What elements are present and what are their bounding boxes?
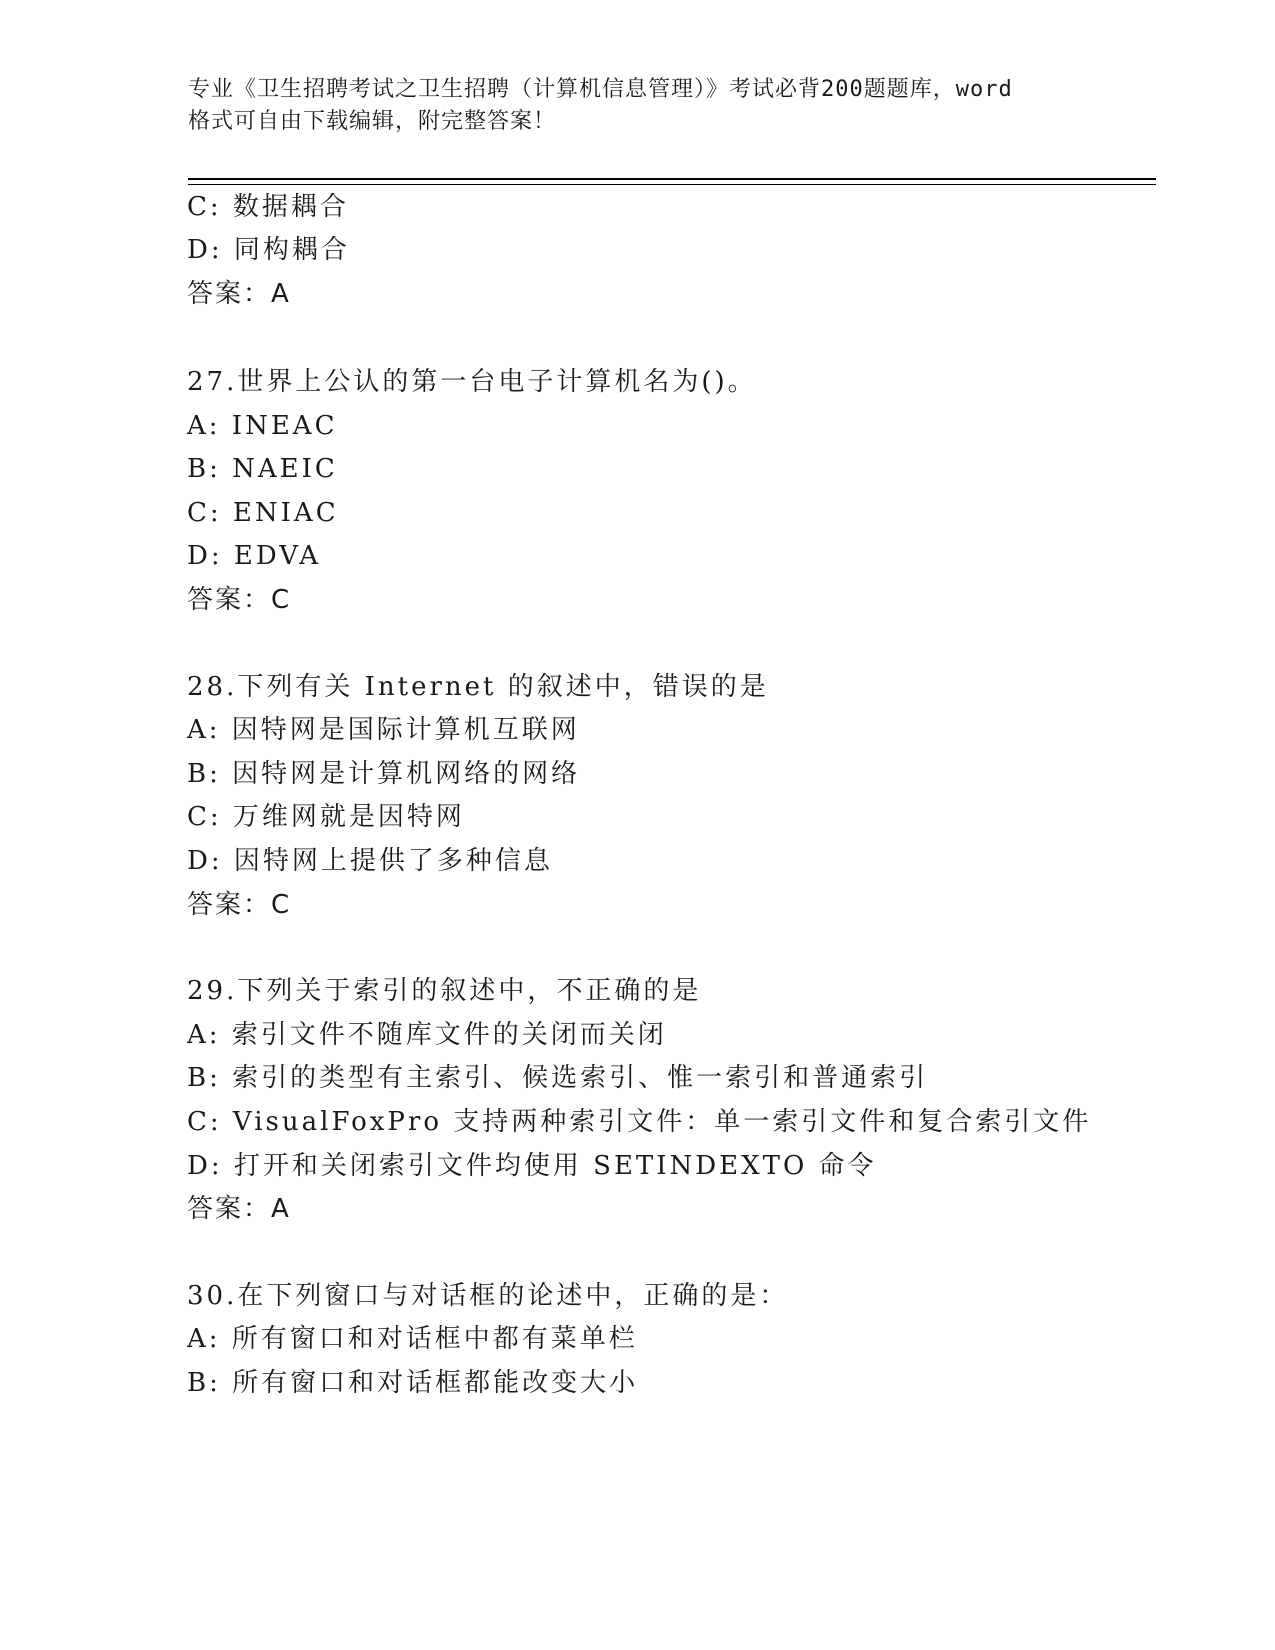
prev-option-d: D: 同构耦合 bbox=[187, 235, 350, 265]
header-divider-thin bbox=[188, 184, 1156, 185]
q27-option-d: D: EDVA bbox=[187, 541, 322, 571]
document-header bbox=[188, 74, 1088, 138]
prev-answer: 答案：A bbox=[187, 279, 291, 309]
q27-option-b: B: NAEIC bbox=[187, 454, 338, 484]
q28-stem: 28.下列有关 Internet 的叙述中，错误的是 bbox=[187, 672, 769, 702]
q29-option-b: B: 索引的类型有主索引、候选索引、惟一索引和普通索引 bbox=[187, 1063, 929, 1093]
q28-option-b: B: 因特网是计算机网络的网络 bbox=[187, 759, 581, 789]
q27-option-a: A: INEAC bbox=[187, 411, 338, 441]
q28-option-c: C: 万维网就是因特网 bbox=[187, 802, 465, 832]
q27-option-c: C: ENIAC bbox=[187, 498, 339, 528]
q28-option-d: D: 因特网上提供了多种信息 bbox=[187, 846, 553, 876]
q29-option-d: D: 打开和关闭索引文件均使用 SETINDEXTO 命令 bbox=[187, 1151, 877, 1181]
q30-stem: 30.在下列窗口与对话框的论述中，正确的是： bbox=[187, 1281, 789, 1311]
header-divider-thick bbox=[188, 178, 1156, 180]
prev-option-c: C: 数据耦合 bbox=[187, 192, 349, 222]
q28-option-a: A: 因特网是国际计算机互联网 bbox=[187, 715, 580, 745]
header-line-1: 专业《卫生招聘考试之卫生招聘（计算机信息管理）》考试必背200题题库，word bbox=[188, 77, 1013, 102]
q29-option-c: C: VisualFoxPro 支持两种索引文件：单一索引文件和复合索引文件 bbox=[187, 1107, 1092, 1137]
q30-option-b: B: 所有窗口和对话框都能改变大小 bbox=[187, 1368, 639, 1398]
q30-option-a: A: 所有窗口和对话框中都有菜单栏 bbox=[187, 1324, 638, 1354]
header-line-2: 格式可自由下载编辑，附完整答案！ bbox=[188, 109, 557, 134]
q28-answer: 答案：C bbox=[187, 890, 292, 920]
q29-answer: 答案：A bbox=[187, 1194, 291, 1224]
q27-stem: 27.世界上公认的第一台电子计算机名为()。 bbox=[187, 367, 757, 397]
q29-option-a: A: 索引文件不随库文件的关闭而关闭 bbox=[187, 1020, 667, 1050]
q29-stem: 29.下列关于索引的叙述中，不正确的是 bbox=[187, 976, 702, 1006]
q27-answer: 答案：C bbox=[187, 585, 292, 615]
